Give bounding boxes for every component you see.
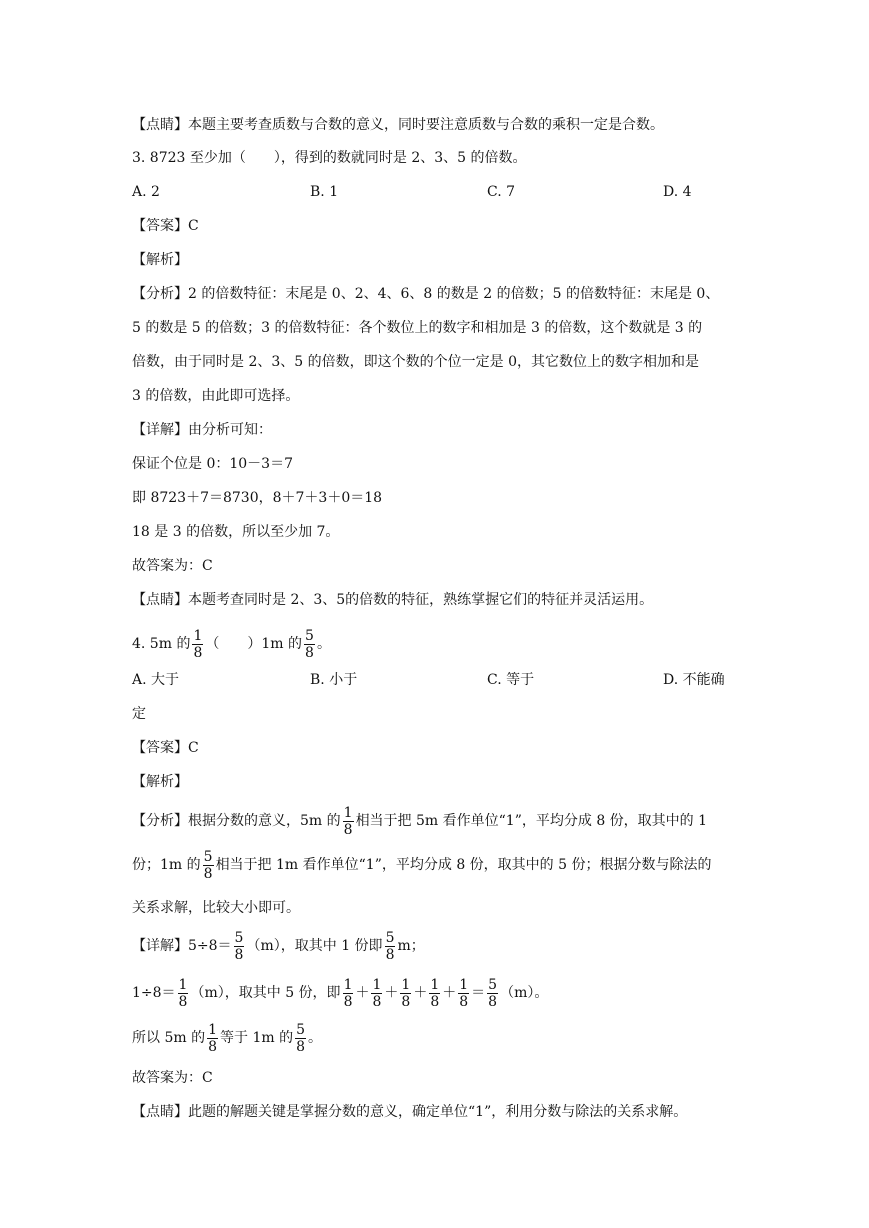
q3-analysis-line: 【分析】2 的倍数特征：末尾是 0、2、4、6、8 的数是 2 的倍数；5 的倍数特征：末尾是 0、 [132,286,720,302]
fraction-denominator: 8 [208,1038,218,1055]
fraction-one-eighth [192,628,203,661]
text-part: 相当于把 5m 看作单位“1”，平均分成 8 份，取其中的 1 [355,813,708,829]
fraction-denominator: 8 [488,993,498,1010]
text-part: （m）。 [500,985,549,1001]
q3-analysis-line: 3 的倍数，由此即可选择。 [132,388,300,404]
fraction-numerator: 1 [178,976,188,993]
equals-sign: ＝ [471,985,486,1001]
fraction-denominator: 8 [459,993,469,1010]
plus-sign: ＋ [413,985,428,1001]
q4-option-b: B. 小于 [310,672,358,688]
fraction-one-eighth [458,977,469,1010]
fraction-numerator: 5 [296,1021,306,1038]
q4-detail-line [132,1020,322,1056]
q4-stem-part: 。 [316,636,331,652]
q4-option-d: D. 不能确 [663,672,725,688]
q4-answer: 【答案】C [132,740,199,756]
fraction-numerator: 1 [459,976,469,993]
fraction-denominator: 8 [430,993,440,1010]
text-part: 。 [308,1030,323,1046]
q4-analysis-line [132,847,711,883]
q4-analysis-line: 关系求解，比较大小即可。 [132,900,300,916]
q3-analysis-line: 倍数，由于同时是 2、3、5 的倍数，即这个数的个位一定是 0，其它数位上的数字相加和是 [132,354,699,370]
fraction-denominator: 8 [343,993,353,1010]
q3-option-c: C. 7 [487,184,516,200]
fraction-denominator: 8 [401,993,411,1010]
text-part: 【详解】5÷8＝ [132,938,232,954]
fraction-five-eighths [304,628,315,661]
fraction-numerator: 1 [343,976,353,993]
prev-comment: 【点睛】本题主要考查质数与合数的意义，同时要注意质数与合数的乘积一定是合数。 [132,117,664,133]
q3-answer: 【答案】C [132,218,199,234]
fraction-numerator: 1 [430,976,440,993]
q3-detail-line: 即 8723＋7＝8730，8＋7＋3＋0＝18 [132,490,383,506]
fraction-numerator: 5 [234,929,244,946]
fraction-numerator: 1 [208,1021,218,1038]
q3-detail-line: 故答案为：C [132,558,213,574]
text-part: m； [397,938,425,954]
text-part: （m），取其中 1 份即 [246,938,383,954]
fraction-five-eighths [487,977,498,1010]
q3-option-d: D. 4 [663,184,692,200]
fraction-numerator: 5 [488,976,498,993]
fraction-denominator: 8 [343,821,353,838]
fraction-five-eighths [295,1022,306,1055]
q3-stem: 3. 8723 至少加（ ），得到的数就同时是 2、3、5 的倍数。 [132,150,527,166]
fraction-five-eighths [234,930,245,963]
text-part: 【分析】根据分数的意义，5m 的 [132,813,341,829]
fraction-one-eighth [400,977,411,1010]
fraction-one-eighth [343,977,354,1010]
q3-analysis-label: 【解析】 [132,252,188,268]
q4-option-a: A. 大于 [132,672,180,688]
fraction-numerator: 5 [203,848,213,865]
fraction-denominator: 8 [385,946,395,963]
q4-comment: 【点睛】此题的解题关键是掌握分数的意义，确定单位“1”，利用分数与除法的关系求解。 [132,1104,688,1120]
q4-option-d-wrap: 定 [132,706,146,722]
q4-option-c: C. 等于 [487,672,535,688]
fraction-one-eighth [429,977,440,1010]
fraction-one-eighth [178,977,189,1010]
q4-detail-line [132,975,548,1011]
q4-stem-part: （ ）1m 的 [205,636,303,652]
fraction-numerator: 1 [193,627,203,644]
text-part: 等于 1m 的 [220,1030,294,1046]
q3-detail-line: 【详解】由分析可知： [132,422,272,438]
fraction-denominator: 8 [203,865,213,882]
fraction-numerator: 1 [343,804,353,821]
fraction-denominator: 8 [372,993,382,1010]
text-part: 相当于把 1m 看作单位“1”，平均分成 8 份，取其中的 5 份；根据分数与除法的 [215,857,712,873]
fraction-one-eighth [207,1022,218,1055]
q3-comment: 【点睛】本题考查同时是 2、3、5的倍数的特征，熟练掌握它们的特征并灵活运用。 [132,592,654,608]
plus-sign: ＋ [384,985,399,1001]
plus-sign: ＋ [355,985,370,1001]
fraction-numerator: 1 [401,976,411,993]
fraction-denominator: 8 [234,946,244,963]
q3-analysis-line: 5 的数是 5 的倍数；3 的倍数特征：各个数位上的数字和相加是 3 的倍数，这个数就是 3 的 [132,320,703,336]
q4-analysis-label: 【解析】 [132,774,188,790]
fraction-five-eighths [203,849,214,882]
q4-detail-line [132,928,425,964]
text-part: 1÷8＝ [132,985,176,1001]
q4-final-answer: 故答案为：C [132,1070,213,1086]
text-part: 所以 5m 的 [132,1030,206,1046]
q4-stem-part: 4. 5m 的 [132,636,191,652]
fraction-denominator: 8 [296,1038,306,1055]
fraction-one-eighth [343,805,354,838]
q4-analysis-line [132,803,707,839]
q3-option-a: A. 2 [132,184,160,200]
fraction-numerator: 5 [305,627,314,644]
fraction-numerator: 5 [385,929,395,946]
fraction-numerator: 1 [372,976,382,993]
q3-detail-line: 保证个位是 0：10－3＝7 [132,456,293,472]
q4-stem [132,626,331,662]
fraction-denominator: 8 [178,993,188,1010]
fraction-denominator: 8 [193,644,203,661]
fraction-five-eighths [385,930,396,963]
fraction-denominator: 8 [305,644,314,661]
q3-detail-line: 18 是 3 的倍数，所以至少加 7。 [132,524,340,540]
plus-sign: ＋ [442,985,457,1001]
q3-option-b: B. 1 [310,184,339,200]
text-part: 份；1m 的 [132,857,201,873]
text-part: （m），取其中 5 份，即 [190,985,341,1001]
fraction-one-eighth [371,977,382,1010]
